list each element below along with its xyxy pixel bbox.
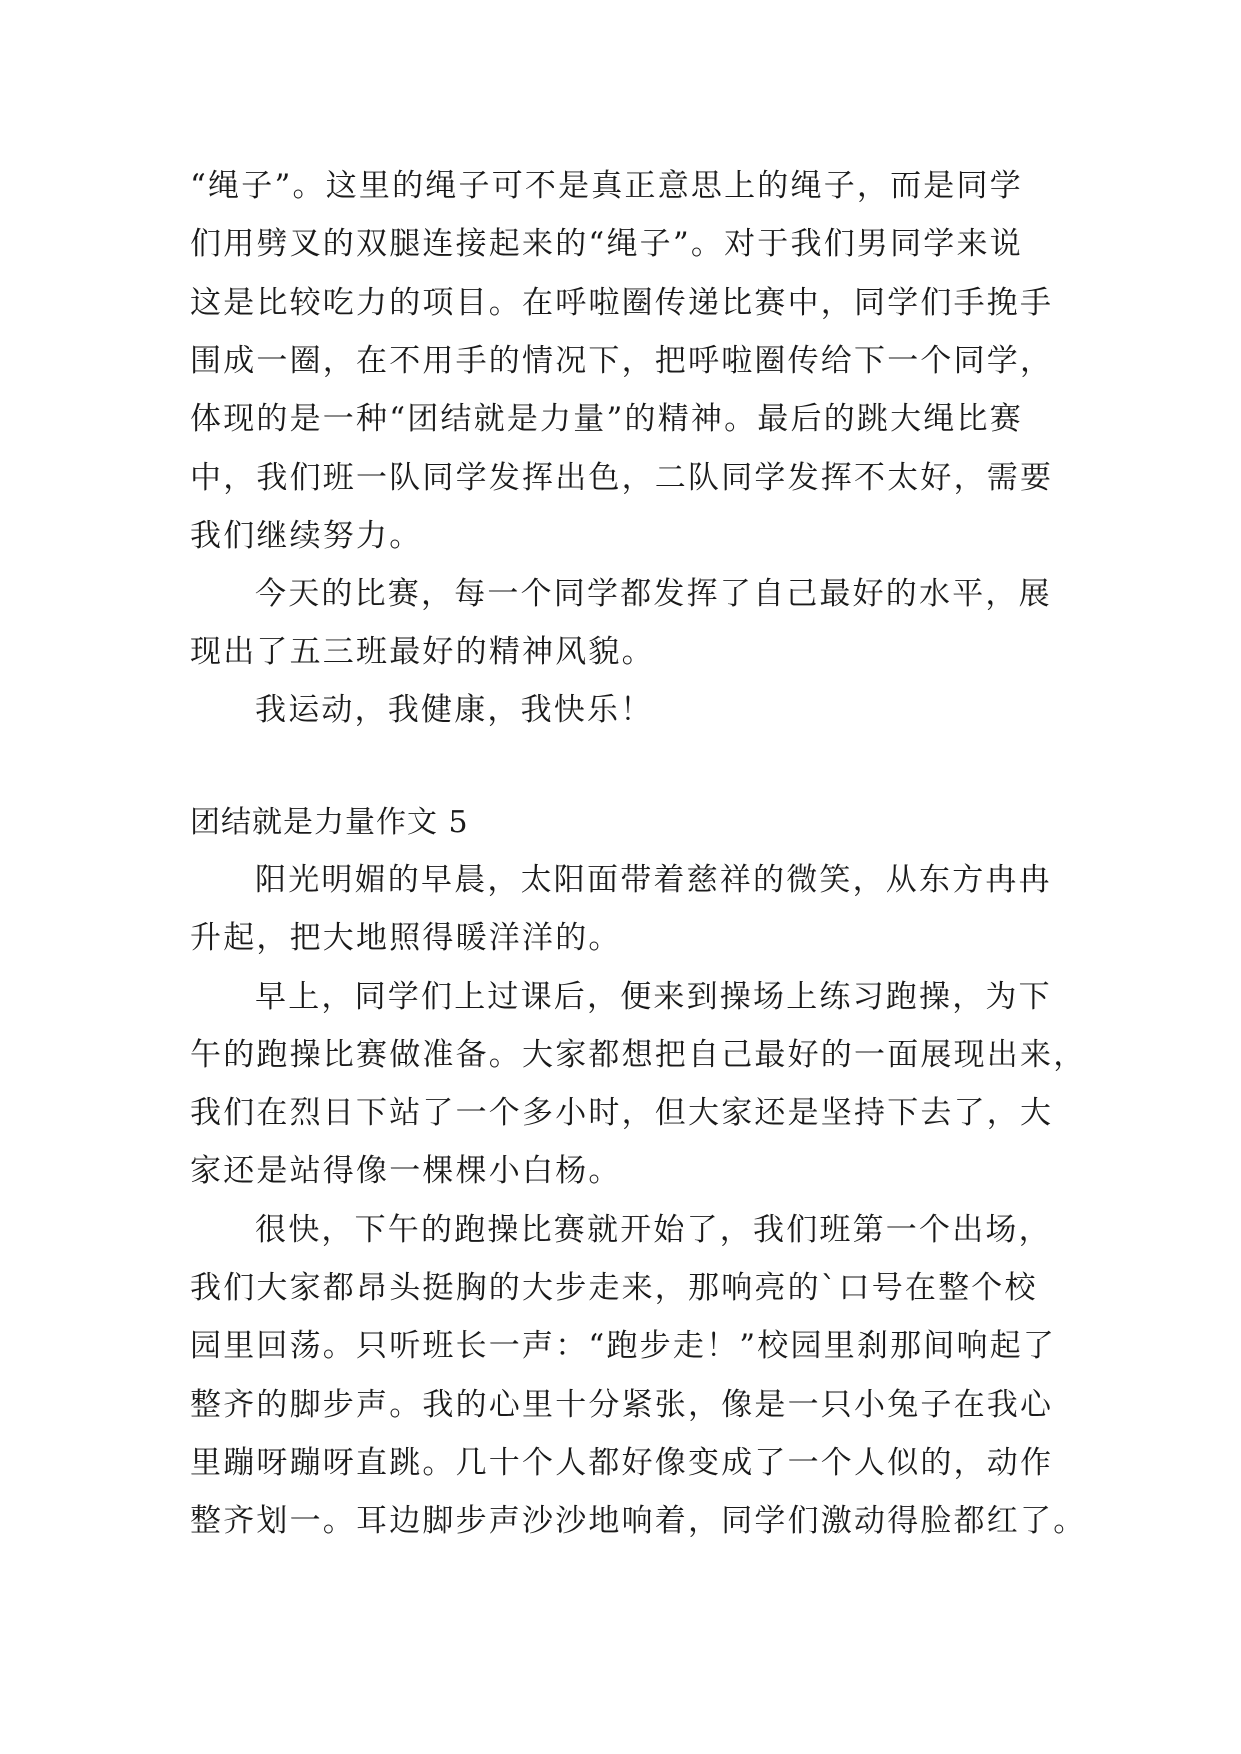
paragraph-line: 升起，把大地照得暖洋洋的。 <box>190 920 622 956</box>
paragraph-line: 阳光明媚的早晨，太阳面带着慈祥的微笑，从东方冉冉 <box>255 862 1052 898</box>
paragraph-line: 很快，下午的跑操比赛就开始了，我们班第一个出场， <box>255 1212 1052 1248</box>
paragraph-line: 们用劈叉的双腿连接起来的“绳子”。对于我们男同学来说 <box>190 226 1023 262</box>
paragraph-line: 这是比较吃力的项目。在呼啦圈传递比赛中，同学们手挽手 <box>190 285 1054 321</box>
paragraph-line: 我们继续努力。 <box>190 518 423 554</box>
paragraph-line: 整齐划一。耳边脚步声沙沙地响着，同学们激动得脸都红了。 <box>190 1503 1087 1539</box>
paragraph-line: 我们大家都昂头挺胸的大步走来，那响亮的`口号在整个校 <box>190 1270 1038 1306</box>
paragraph-line: 中，我们班一队同学发挥出色，二队同学发挥不太好，需要 <box>190 460 1054 496</box>
section-heading: 团结就是力量作文 5 <box>190 805 469 840</box>
paragraph-line: 家还是站得像一棵棵小白杨。 <box>190 1153 622 1189</box>
paragraph-line: 园里回荡。只听班长一声：“跑步走！”校园里刹那间响起了 <box>190 1328 1057 1364</box>
paragraph-line: 围成一圈，在不用手的情况下，把呼啦圈传给下一个同学， <box>190 343 1054 379</box>
paragraph-line: 午的跑操比赛做准备。大家都想把自己最好的一面展现出来， <box>190 1037 1087 1073</box>
paragraph-line: 体现的是一种“团结就是力量”的精神。最后的跳大绳比赛 <box>190 401 1023 437</box>
paragraph-line: 我运动，我健康，我快乐！ <box>255 692 654 728</box>
paragraph-line: “绳子”。这里的绳子可不是真正意思上的绳子，而是同学 <box>190 168 1023 204</box>
paragraph-line: 整齐的脚步声。我的心里十分紧张，像是一只小兔子在我心 <box>190 1387 1054 1423</box>
paragraph-line: 现出了五三班最好的精神风貌。 <box>190 634 655 670</box>
paragraph-line: 我们在烈日下站了一个多小时，但大家还是坚持下去了，大 <box>190 1095 1054 1131</box>
paragraph-line: 里蹦呀蹦呀直跳。几十个人都好像变成了一个人似的，动作 <box>190 1445 1054 1481</box>
paragraph-line: 今天的比赛，每一个同学都发挥了自己最好的水平，展 <box>255 576 1052 612</box>
paragraph-line: 早上，同学们上过课后，便来到操场上练习跑操，为下 <box>255 979 1052 1015</box>
